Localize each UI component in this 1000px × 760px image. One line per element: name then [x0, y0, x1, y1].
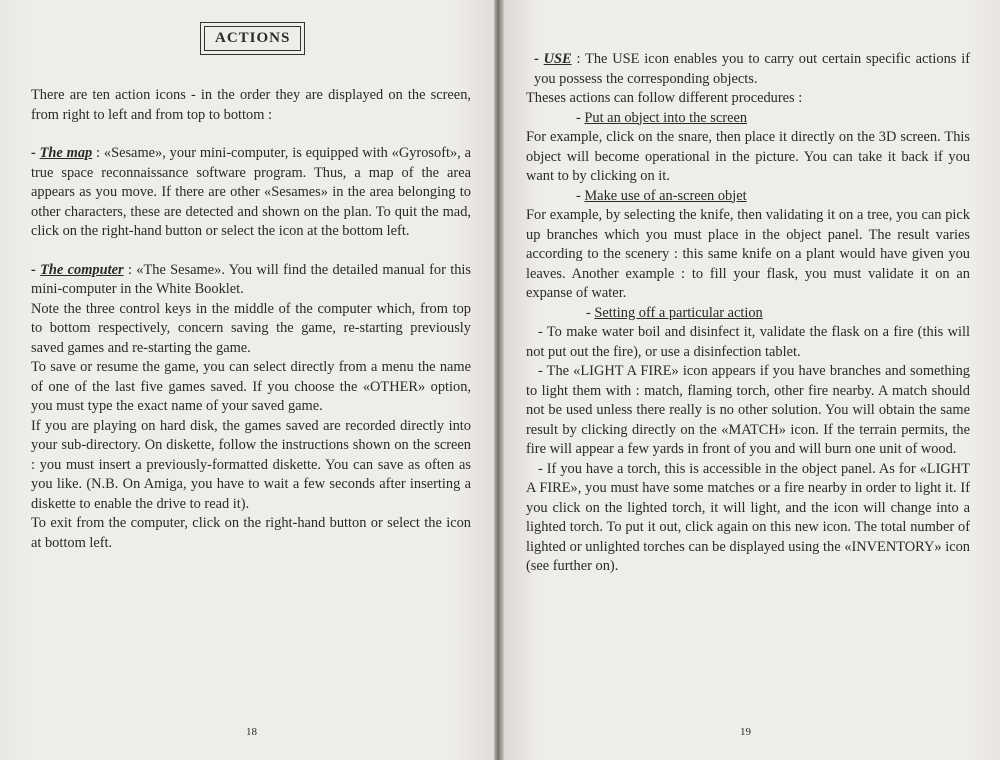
computer-text: : «The Sesame». You will find the detailed manual for this mini-computer in the White Booklet.	[31, 261, 471, 297]
procedure-3-boil-paragraph: - To make water boil and disinfect it, validate the flask on a fire (this will not put out the fire), or use a disinfection tablet.	[526, 324, 970, 360]
computer-prefix: -	[31, 261, 41, 278]
procedure-2-label-line: - Make use of an-screen objet	[576, 187, 747, 204]
section-header: ACTIONS	[204, 26, 301, 51]
procedure-2-label: Make use of an-screen objet	[584, 187, 747, 204]
computer-heading: The computer	[40, 261, 124, 278]
procedure-3-label-line: - Setting off a particular action	[586, 304, 763, 321]
computer-paragraph	[31, 261, 471, 300]
use-prefix: -	[534, 51, 544, 67]
computer-harddisk-paragraph: If you are playing on hard disk, the games saved are recorded directly into your sub-directory. On diskette, follow the instructions shown on the screen : you must insert a previously-formatted diskette. You can save as often as you like. (N.B. On Amiga, you have to wait a few seconds after inserting a diskette to enable the drive to read it).	[31, 417, 471, 512]
intro-paragraph: There are ten action icons - in the order they are displayed on the screen, from right to left and from top to bottom :	[31, 87, 471, 123]
computer-save-paragraph: To save or resume the game, you can select directly from a menu the name of one of the last five games saved. If you choose the «OTHER» option, you must type the exact name of your saved game.	[31, 359, 471, 414]
use-procedures-line: Theses actions can follow different procedures :	[526, 90, 803, 106]
procedure-3-torch-paragraph: - If you have a torch, this is accessible in the object panel. As for «LIGHT A FIRE», you must have some matches or a fire nearby in order to light it. If you click on the lighted torch, it will light, and the icon will change into a lighted torch. To put it out, click again on this new icon. The total number of lighted or unlighted torches can be displayed using the «INVENTORY» icon (see further on).	[526, 460, 970, 574]
use-heading: USE	[543, 51, 572, 67]
left-page	[0, 0, 494, 760]
procedure-3-fire-paragraph: - The «LIGHT A FIRE» icon appears if you have branches and something to light them with : match, flaming torch, other fire nearby. A match should not be used unless there really is no other solution. You will obtain the same result by clicking directly on the «MATCH» icon. If the terrain permits, the fire will appear a few yards in front of you and will burn one unit of wood.	[526, 363, 970, 457]
map-paragraph	[31, 144, 471, 242]
right-page	[504, 0, 1000, 760]
section-header-box	[200, 22, 305, 55]
procedure-3-label: Setting off a particular action	[594, 304, 763, 321]
procedure-1-label: Put an object into the screen	[584, 109, 748, 126]
map-prefix: -	[31, 145, 40, 161]
page-number-left: 18	[246, 726, 257, 738]
left-page-body	[31, 86, 471, 553]
use-text: : The USE icon enables you to carry out certain specific actions if you possess the corresponding objects.	[534, 51, 970, 87]
computer-exit-paragraph: To exit from the computer, click on the right-hand button or select the icon at bottom left.	[31, 515, 471, 551]
procedure-1-label-line: - Put an object into the screen	[576, 109, 748, 126]
procedure-1-text: For example, click on the snare, then place it directly on the 3D screen. This object will become operational in the picture. You can take it back if you want to by clicking on it.	[526, 129, 970, 184]
book-gutter	[494, 0, 504, 760]
right-page-body	[526, 50, 970, 577]
page-number-right: 19	[740, 726, 751, 738]
use-paragraph	[526, 50, 970, 89]
map-heading: The map	[39, 145, 93, 161]
map-text: : «Sesame», your mini-computer, is equipped with «Gyrosoft», a true space reconnaissance software program. Thus, a map of the area appears as you move. If there are other «Sesames» in the area belonging to other characters, these are detected and shown on the plan. To quit the mad, click on the right-hand button or select the icon at the bottom left.	[31, 145, 471, 239]
procedure-2-text: For example, by selecting the knife, then validating it on a tree, you can pick up branches which you must place in the object panel. The result varies according to the scenery : this same knife on a plant would have given you leaves. Another example : to fill your flask, you must validate it on an expanse of water.	[526, 207, 970, 301]
computer-note-paragraph: Note the three control keys in the middle of the computer which, from top to bottom respectively, concern saving the game, re-starting previously saved games and re-starting the game.	[31, 300, 471, 356]
